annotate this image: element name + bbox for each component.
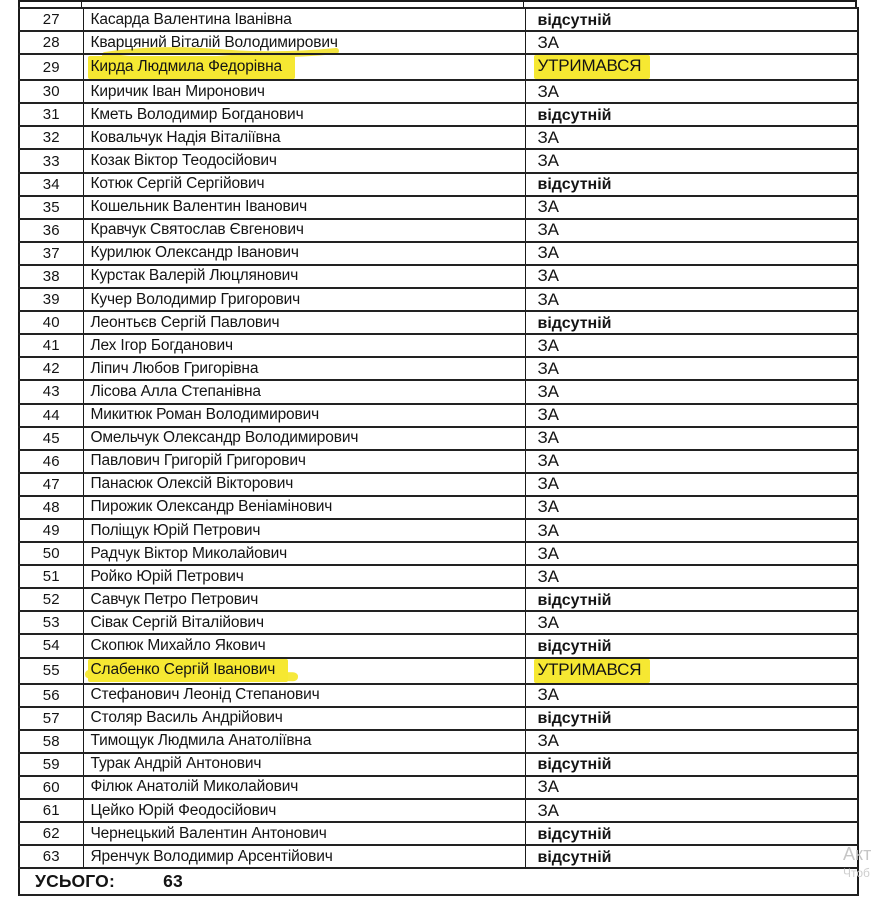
vote-value: ЗА	[537, 335, 559, 355]
vote-value: ЗА	[537, 566, 559, 586]
deputy-name: Котюк Сергій Сергійович	[90, 175, 265, 193]
table-row	[19, 450, 858, 473]
deputy-name: Сівак Сергій Віталійович	[90, 613, 264, 631]
deputy-name: Слабенко Сергій Іванович	[88, 659, 289, 682]
table-row	[19, 242, 858, 265]
deputy-name: Чернецький Валентин Антонович	[90, 824, 327, 842]
vote-value: відсутній	[537, 825, 612, 843]
vote-value: ЗА	[537, 243, 559, 263]
vote-value: УТРИМАВСЯ	[534, 659, 651, 683]
vote-value: УТРИМАВСЯ	[534, 55, 651, 79]
deputy-name: Курилюк Олександр Іванович	[90, 244, 299, 262]
deputy-name: Турак Андрій Антонович	[90, 755, 262, 773]
vote-value: відсутній	[537, 11, 612, 29]
table-row	[19, 822, 858, 845]
totals-label: УСЬОГО:	[35, 871, 116, 892]
table-row	[19, 380, 858, 403]
vote-value: ЗА	[537, 197, 559, 217]
table-row	[19, 799, 858, 822]
deputy-name: Киричик Іван Миронович	[90, 82, 265, 100]
table-row	[19, 496, 858, 519]
row-number: 45	[19, 427, 83, 450]
totals-value: 63	[163, 871, 183, 892]
deputy-name: Кварцяний Віталій Володимирович	[90, 33, 338, 51]
table-row	[19, 658, 858, 684]
row-number: 39	[19, 288, 83, 311]
row-number: 60	[19, 776, 83, 799]
row-number: 28	[19, 31, 83, 54]
row-number: 41	[19, 334, 83, 357]
vote-value: ЗА	[537, 266, 559, 286]
cutoff-row-border	[18, 0, 857, 2]
table-row	[19, 103, 858, 126]
row-number: 30	[19, 80, 83, 103]
vote-value: ЗА	[537, 543, 559, 563]
row-number: 50	[19, 542, 83, 565]
row-number: 61	[19, 799, 83, 822]
table-row	[19, 707, 858, 730]
deputy-name: Касарда Валентина Іванівна	[90, 10, 292, 28]
vote-value: ЗА	[537, 220, 559, 240]
row-number: 31	[19, 103, 83, 126]
vote-value: ЗА	[537, 520, 559, 540]
row-number: 57	[19, 707, 83, 730]
deputy-name: Кошельник Валентин Іванович	[90, 198, 308, 216]
vote-value: відсутній	[537, 106, 612, 124]
row-number: 52	[19, 588, 83, 611]
row-number: 51	[19, 565, 83, 588]
row-number: 35	[19, 196, 83, 219]
row-number: 63	[19, 845, 83, 868]
voting-table	[18, 7, 859, 896]
vote-value: відсутній	[537, 756, 612, 774]
vote-value: ЗА	[537, 777, 559, 797]
table-row	[19, 565, 858, 588]
row-number: 29	[19, 54, 83, 80]
row-number: 36	[19, 219, 83, 242]
vote-value: ЗА	[537, 381, 559, 401]
vote-value: ЗА	[537, 32, 559, 52]
vote-value: відсутній	[537, 848, 612, 866]
deputy-name: Козак Віктор Теодосійович	[90, 152, 277, 170]
table-row	[19, 611, 858, 634]
table-row	[19, 311, 858, 334]
row-number: 27	[19, 8, 83, 31]
deputy-name: Ковальчук Надія Віталіївна	[90, 128, 281, 146]
watermark-line2: Чтоб	[843, 865, 870, 880]
vote-value: ЗА	[537, 451, 559, 471]
table-row	[19, 80, 858, 103]
row-number: 32	[19, 126, 83, 149]
vote-value: відсутній	[537, 637, 612, 655]
vote-value: відсутній	[537, 176, 612, 194]
deputy-name: Радчук Віктор Миколайович	[90, 544, 288, 562]
row-number: 47	[19, 473, 83, 496]
vote-value: ЗА	[537, 127, 559, 147]
deputy-name: Стефанович Леонід Степанович	[90, 686, 320, 704]
deputy-name: Омельчук Олександр Володимирович	[90, 429, 359, 447]
deputy-name: Кучер Володимир Григорович	[90, 290, 301, 308]
row-number: 37	[19, 242, 83, 265]
totals-row	[19, 868, 858, 895]
row-number: 49	[19, 519, 83, 542]
row-number: 46	[19, 450, 83, 473]
table-row	[19, 404, 858, 427]
vote-value: ЗА	[537, 405, 559, 425]
row-number: 56	[19, 684, 83, 707]
activation-watermark	[843, 843, 871, 881]
vote-value: ЗА	[537, 151, 559, 171]
row-number: 43	[19, 380, 83, 403]
vote-value: ЗА	[537, 497, 559, 517]
vote-value: ЗА	[537, 358, 559, 378]
vote-value: ЗА	[537, 800, 559, 820]
table-row	[19, 31, 858, 54]
deputy-name: Ліпич Любов Григорівна	[90, 359, 259, 377]
table-row	[19, 8, 858, 31]
deputy-name: Кравчук Святослав Євгенович	[90, 221, 304, 239]
table-row	[19, 684, 858, 707]
deputy-name: Леонтьєв Сергій Павлович	[90, 313, 280, 331]
row-number: 55	[19, 658, 83, 684]
deputy-name: Тимощук Людмила Анатоліївна	[90, 732, 312, 750]
vote-value: ЗА	[537, 685, 559, 705]
vote-value: ЗА	[537, 731, 559, 751]
deputy-name: Микитюк Роман Володимирович	[90, 406, 320, 424]
deputy-name: Цейко Юрій Феодосійович	[90, 801, 277, 819]
table-row	[19, 219, 858, 242]
deputy-name: Яренчук Володимир Арсентійович	[90, 847, 333, 865]
table-row	[19, 126, 858, 149]
vote-value: ЗА	[537, 81, 559, 101]
table-row	[19, 776, 858, 799]
table-row	[19, 265, 858, 288]
row-number: 42	[19, 357, 83, 380]
table-row	[19, 357, 858, 380]
deputy-name: Ройко Юрій Петрович	[90, 567, 244, 585]
deputy-name: Столяр Василь Андрійович	[90, 709, 283, 727]
deputy-name: Кирда Людмила Федорівна	[88, 56, 295, 79]
table-row	[19, 588, 858, 611]
row-number: 44	[19, 404, 83, 427]
table-row	[19, 427, 858, 450]
deputy-name: Кметь Володимир Богданович	[90, 105, 304, 123]
row-number: 34	[19, 173, 83, 196]
table-row	[19, 730, 858, 753]
row-number: 59	[19, 753, 83, 776]
table-row	[19, 54, 858, 80]
table-row	[19, 288, 858, 311]
table-row	[19, 845, 858, 868]
deputy-name: Лех Ігор Богданович	[90, 336, 233, 354]
deputy-name: Панасюк Олексій Вікторович	[90, 475, 294, 493]
vote-value: відсутній	[537, 710, 612, 728]
table-row	[19, 519, 858, 542]
table-row	[19, 473, 858, 496]
row-number: 53	[19, 611, 83, 634]
row-number: 38	[19, 265, 83, 288]
table-row	[19, 173, 858, 196]
deputy-name: Філюк Анатолій Миколайович	[90, 778, 299, 796]
deputy-name: Павлович Григорій Григорович	[90, 452, 306, 470]
deputy-name: Скопюк Михайло Якович	[90, 636, 266, 654]
row-number: 40	[19, 311, 83, 334]
table-row	[19, 196, 858, 219]
deputy-name: Савчук Петро Петрович	[90, 590, 259, 608]
deputy-name: Курстак Валерій Люцлянович	[90, 267, 299, 285]
table-row	[19, 634, 858, 657]
watermark-line1: Акт	[843, 844, 871, 864]
row-number: 62	[19, 822, 83, 845]
row-number: 54	[19, 634, 83, 657]
row-number: 33	[19, 149, 83, 172]
table-row	[19, 753, 858, 776]
table-row	[19, 149, 858, 172]
table-row	[19, 334, 858, 357]
vote-value: ЗА	[537, 428, 559, 448]
row-number: 58	[19, 730, 83, 753]
deputy-name: Пирожик Олександр Веніамінович	[90, 498, 333, 516]
deputy-name: Поліщук Юрій Петрович	[90, 521, 261, 539]
vote-value: відсутній	[537, 591, 612, 609]
vote-value: відсутній	[537, 314, 612, 332]
row-number: 48	[19, 496, 83, 519]
table-row	[19, 542, 858, 565]
deputy-name: Лісова Алла Степанівна	[90, 382, 261, 400]
vote-value: ЗА	[537, 289, 559, 309]
vote-value: ЗА	[537, 612, 559, 632]
vote-value: ЗА	[537, 474, 559, 494]
